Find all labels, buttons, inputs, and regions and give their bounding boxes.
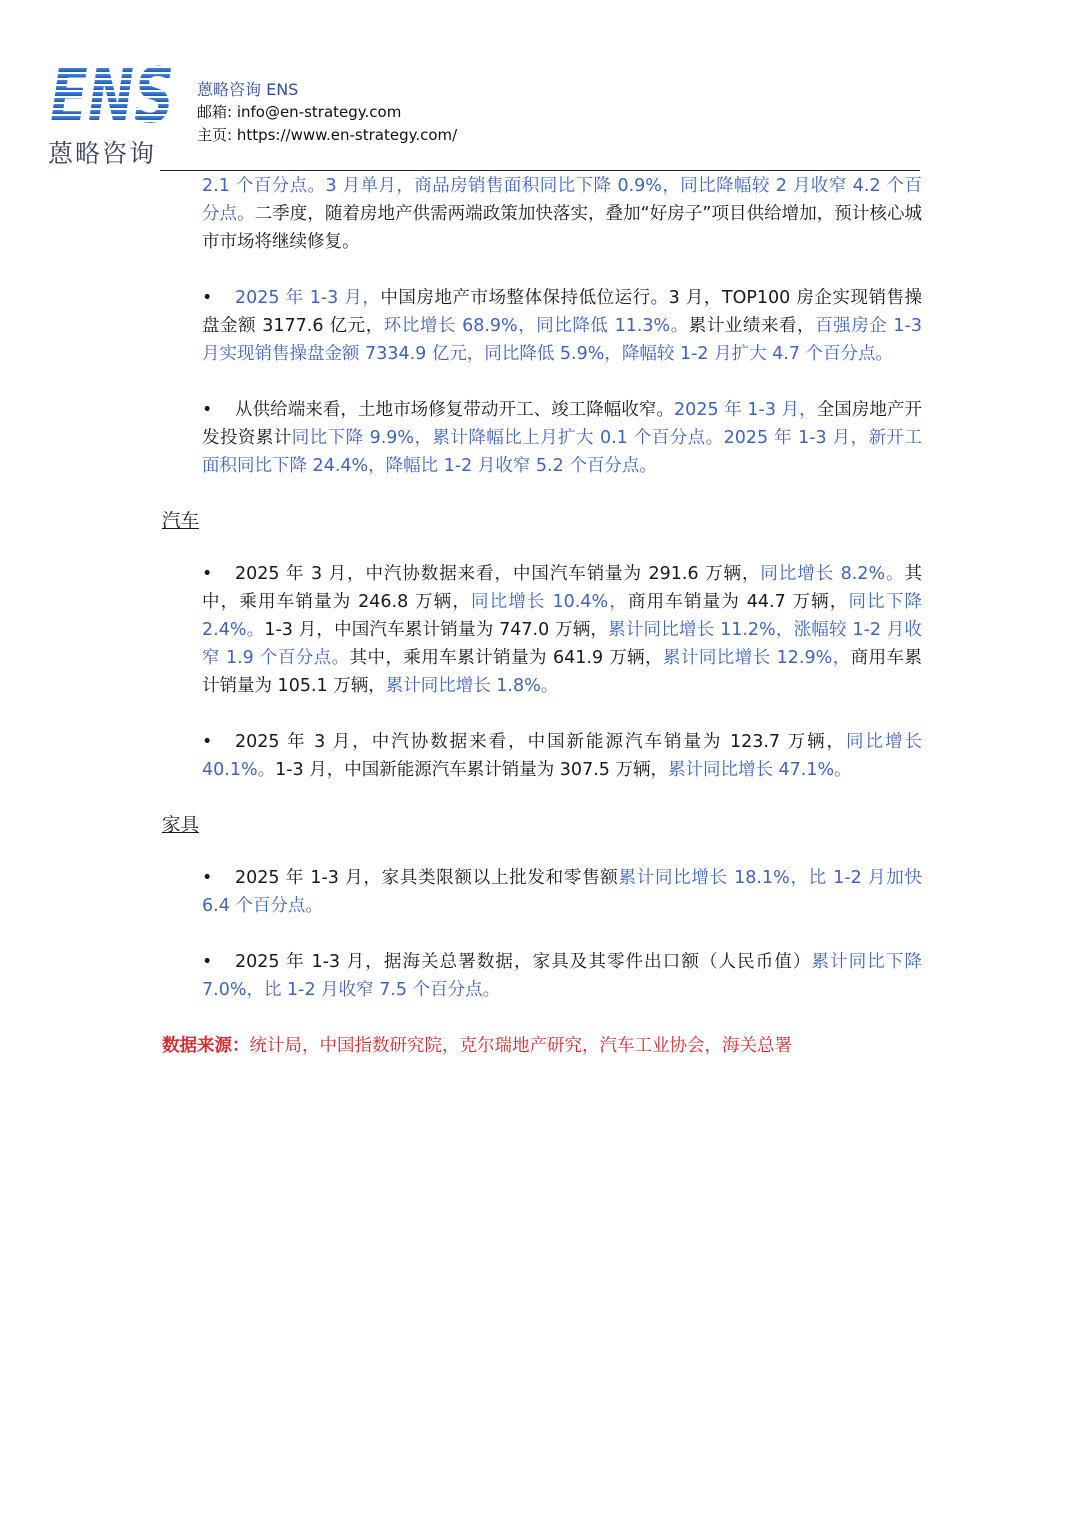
highlight-text: 同比增长 40.1%。: [202, 732, 922, 780]
body-text: 二季度，随着房地产供需两端政策加快落实，叠加“好房子”项目供给增加，预计核心城市市场将继续修复。: [202, 204, 922, 252]
bullet-icon: •: [202, 400, 213, 420]
bullet-real-estate-sales: [202, 284, 922, 368]
body-text: 2025 年 3 月，中汽协数据来看，中国新能源汽车销量为 123.7 万辆，: [235, 732, 847, 752]
company-name: 蒽略咨询 ENS: [197, 80, 299, 99]
body-text: 全国房地产开发投资累计: [202, 400, 923, 448]
body-text: 其中，乘用车销量为 246.8 万辆，: [202, 564, 922, 612]
source-label: 数据来源：: [162, 1036, 250, 1056]
highlight-text: 累计同比增长 12.9%，: [662, 648, 851, 668]
body-text: 2025 年 3 月，中汽协数据来看，中国汽车销量为 291.6 万辆，: [235, 564, 761, 584]
body-text: 商用车累计销量为 105.1 万辆，: [202, 648, 923, 696]
bullet-icon: •: [202, 952, 213, 972]
highlight-text: 环比增长 68.9%，同比降低 11.3%。: [383, 316, 689, 336]
body-text: 1-3 月，中国新能源汽车累计销量为 307.5 万辆，: [275, 760, 668, 780]
bullet-furniture-retail: [202, 864, 922, 920]
highlight-text: 2025 年 1-3 月，: [674, 400, 817, 420]
email-line: 邮箱: info@en-strategy.com: [197, 103, 402, 121]
body-text: 中国房地产市场整体保持低位运行。3 月，TOP100 房企实现销售操盘金额 3177.6 亿元，: [202, 288, 922, 336]
body-text: 2025 年 1-3 月，家具类限额以上批发和零售额: [235, 868, 619, 888]
contact-block: [197, 78, 457, 147]
company-logo: [44, 51, 184, 168]
highlight-text: 累计同比增长 11.2%，涨幅较 1-2 月收窄 1.9 个百分点。: [202, 620, 922, 668]
highlight-text: 累计同比增长 18.1%，比 1-2 月加快 6.4 个百分点。: [202, 868, 922, 916]
highlight-text: 累计同比下降 7.0%，比 1-2 月收窄 7.5 个百分点。: [202, 952, 922, 1000]
body-text: 累计业绩来看，: [688, 316, 816, 336]
highlight-text: 2.1 个百分点。3 月单月，商品房销售面积同比下降 0.9%，同比降幅较 2 月收窄 4.2 个百分点。: [202, 176, 922, 224]
data-source: [162, 1032, 922, 1060]
highlight-text: 百强房企 1-3 月实现销售操盘金额 7334.9 亿元，同比降低 5.9%，降幅较 1-2 月扩大 4.7 个百分点。: [202, 316, 923, 364]
paragraph-continued: [202, 172, 922, 256]
bullet-furniture-export: [202, 948, 922, 1004]
highlight-text: 累计同比增长 1.8%。: [385, 676, 559, 696]
page-header: [44, 52, 944, 170]
body-text: 1-3 月，中国汽车累计销量为 747.0 万辆，: [264, 620, 609, 640]
body-text: 商用车销量为 44.7 万辆，: [627, 592, 849, 612]
report-body: [162, 172, 922, 1060]
highlight-text: 同比下降 9.9%，累计降幅比上月扩大 0.1 个百分点。2025 年 1-3 月，新开工面积同比下降 24.4%，降幅比 1-2 月收窄 5.2 个百分点。: [202, 428, 922, 476]
bullet-icon: •: [202, 732, 213, 752]
body-text: 其中，乘用车累计销量为 641.9 万辆，: [349, 648, 663, 668]
highlight-text: 2025 年 1-3 月，: [235, 288, 381, 308]
highlight-text: 同比增长 8.2%。: [760, 564, 905, 584]
section-title-auto: 汽车: [162, 511, 200, 532]
homepage-line: 主页: https://www.en-strategy.com/: [197, 126, 458, 144]
logo-subtitle: 蒽略咨询: [48, 139, 157, 168]
highlight-text: 累计同比增长 47.1%。: [667, 760, 852, 780]
ens-logo-icon: [48, 51, 176, 140]
logo-letters: ENS: [50, 51, 174, 140]
source-text: 统计局，中国指数研究院，克尔瑞地产研究，汽车工业协会，海关总署: [249, 1036, 792, 1056]
bullet-auto-sales: [202, 560, 922, 700]
bullet-icon: •: [202, 288, 213, 308]
body-text: 2025 年 1-3 月，据海关总署数据，家具及其零件出口额（人民币值）: [235, 952, 812, 972]
bullet-icon: •: [202, 868, 213, 888]
bullet-icon: •: [202, 564, 213, 584]
highlight-text: 同比增长 10.4%，: [471, 592, 628, 612]
bullet-real-estate-supply: [202, 396, 922, 480]
bullet-nev-sales: [202, 728, 922, 784]
section-title-furniture: 家具: [162, 815, 200, 836]
body-text: 从供给端来看，土地市场修复带动开工、竣工降幅收窄。: [235, 400, 675, 420]
header-divider: [160, 170, 920, 171]
highlight-text: 同比下降 2.4%。: [202, 592, 923, 640]
